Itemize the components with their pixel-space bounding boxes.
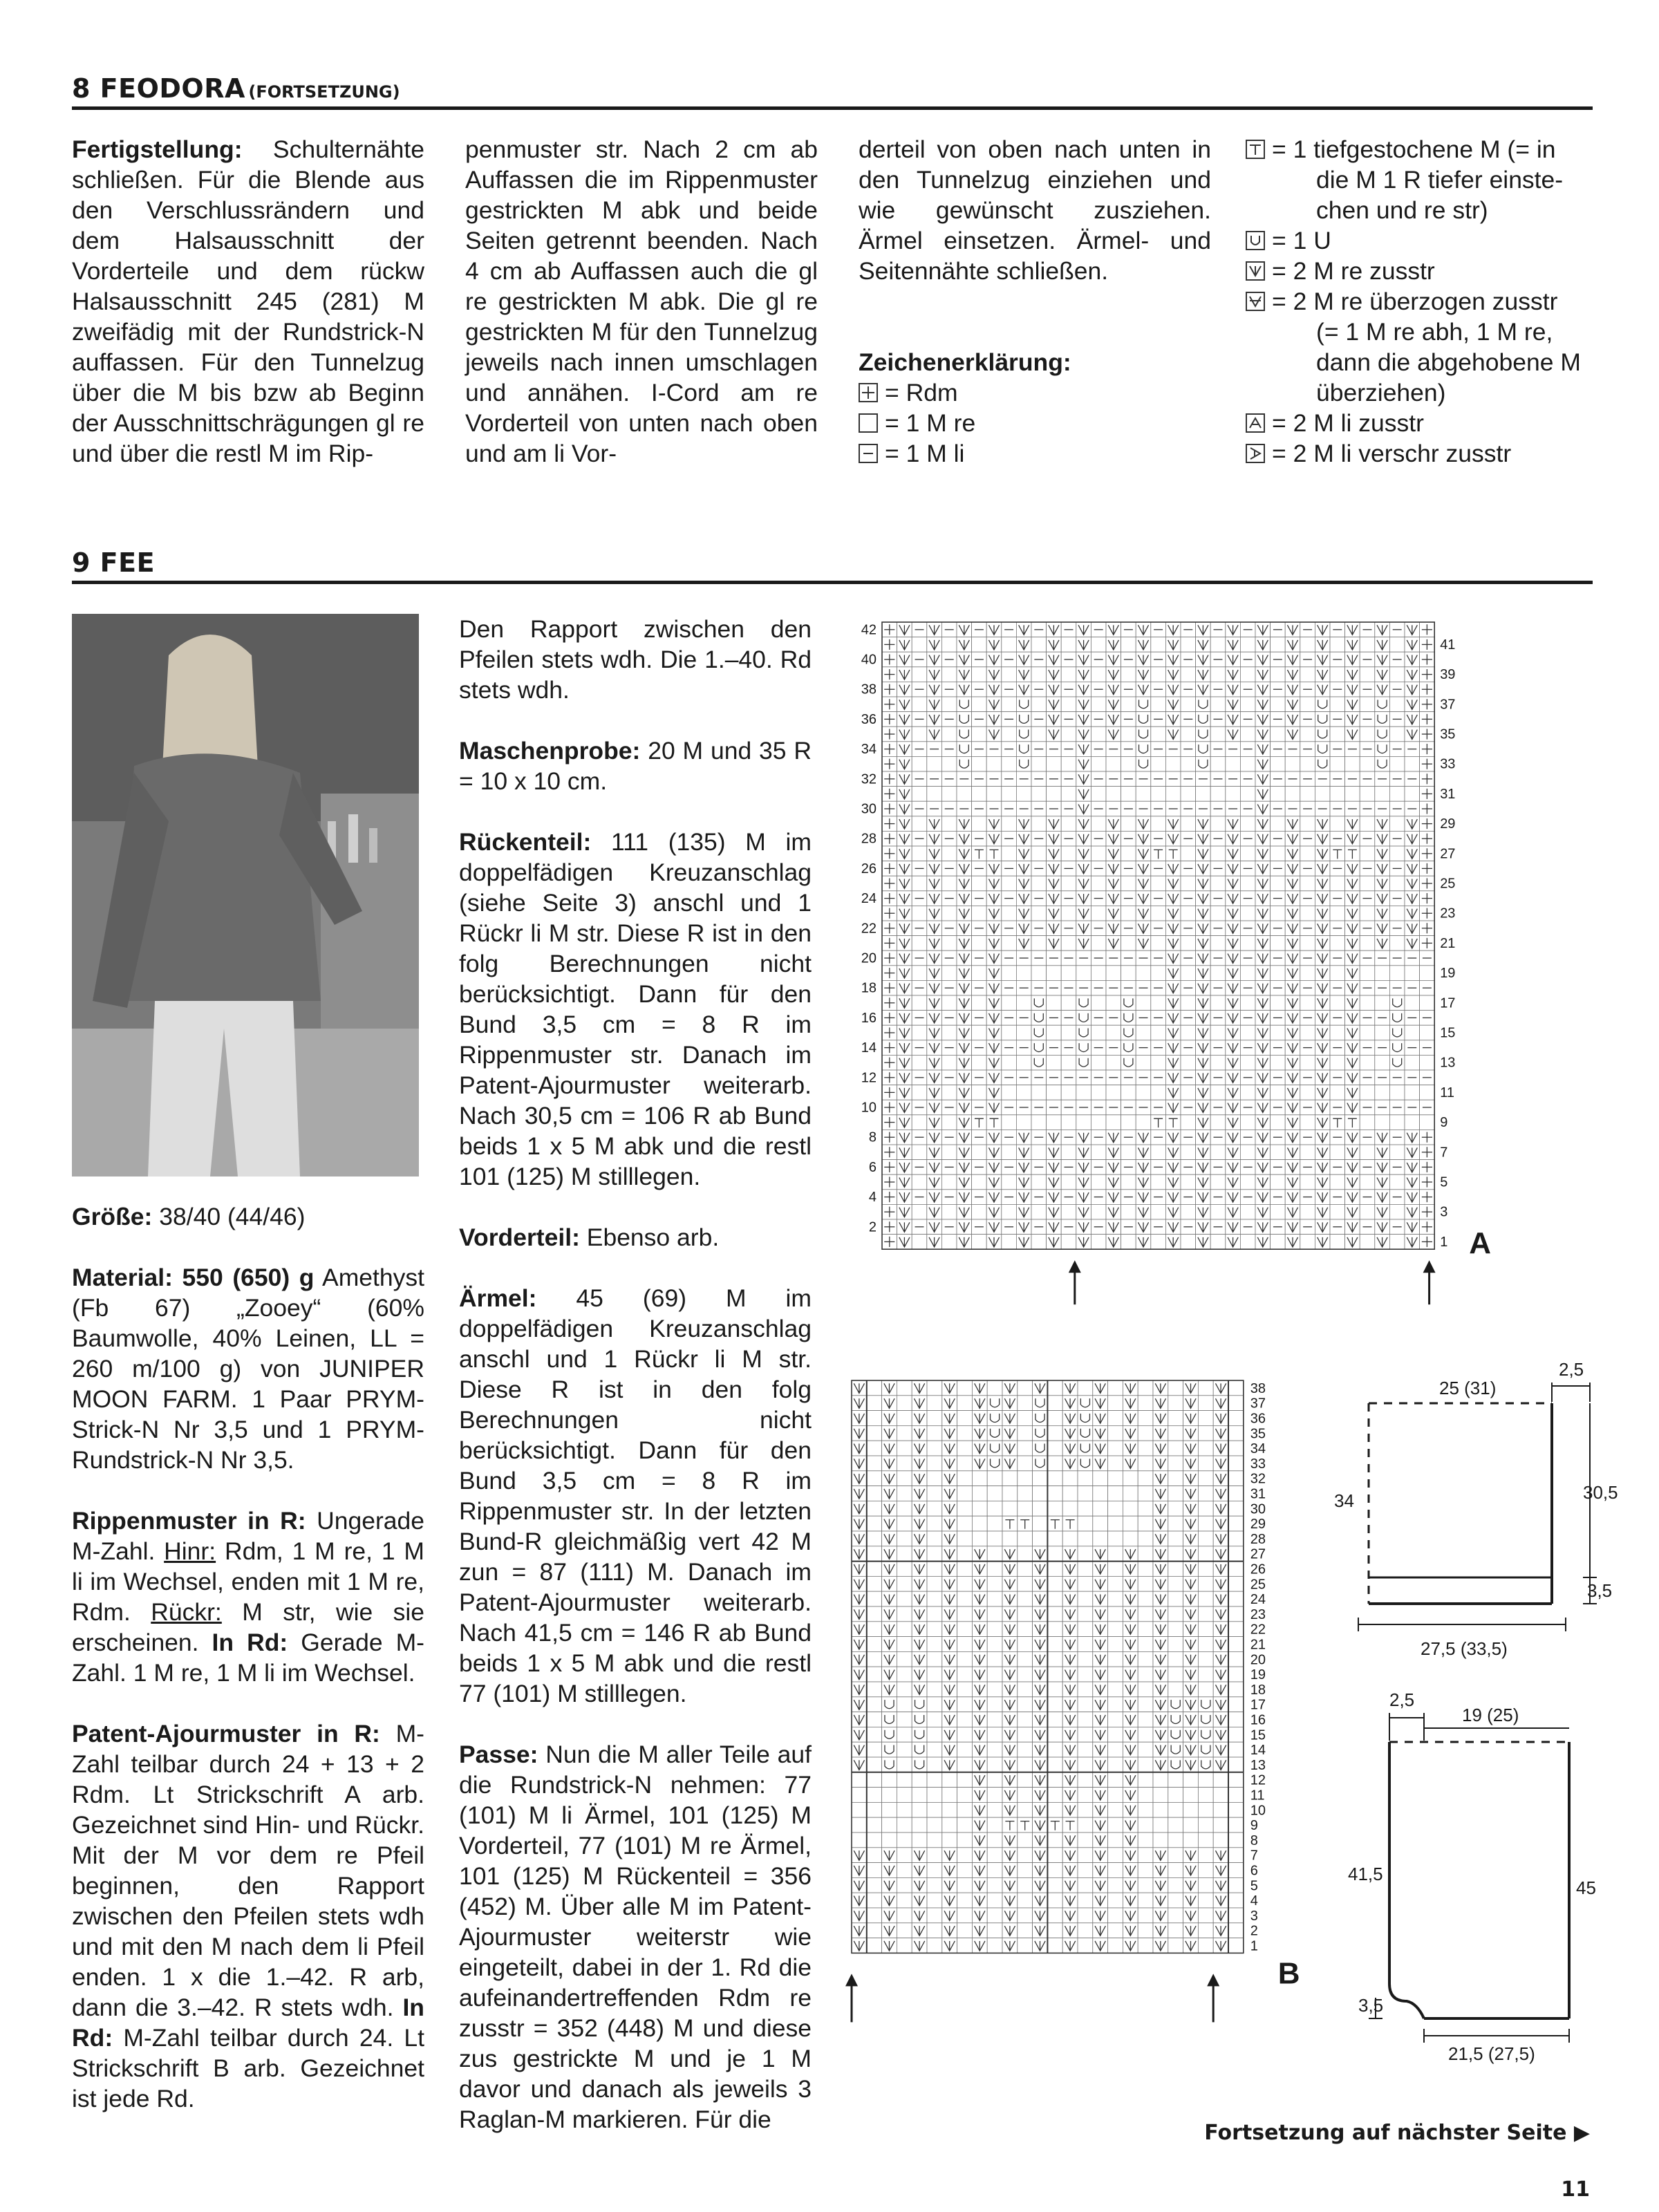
chart-b-row-number: 37 bbox=[1250, 1396, 1266, 1412]
chart-a-row-number-left: 20 bbox=[861, 950, 877, 966]
legend-row-purl: = 1 M li bbox=[859, 438, 1211, 469]
s8-column-3 bbox=[859, 134, 1211, 317]
chart-a-row-number-left: 38 bbox=[861, 682, 877, 697]
chart-a-row-number-right: 21 bbox=[1440, 935, 1456, 951]
model-photo-illustration bbox=[72, 614, 419, 1177]
chart-a-svg bbox=[842, 614, 1588, 1347]
chart-a-row-number-left: 10 bbox=[861, 1100, 877, 1116]
section-9-header bbox=[72, 547, 1593, 584]
sleeve-bottom-width: 21,5 (27,5) bbox=[1448, 2043, 1535, 2064]
material-label: Material: 550 (650) g bbox=[72, 1264, 315, 1291]
chart-b-row-number: 25 bbox=[1250, 1577, 1266, 1593]
chart-b-row-number: 7 bbox=[1250, 1848, 1258, 1864]
legend-row-p2tog: = 2 M li zusstr bbox=[1246, 408, 1605, 438]
chart-a-row-number-left: 34 bbox=[861, 742, 877, 758]
chart-b-row-number: 20 bbox=[1250, 1652, 1266, 1668]
chart-b-row-number: 35 bbox=[1250, 1426, 1266, 1442]
s8-finishing-heading: Fertigstellung: bbox=[72, 135, 243, 163]
chart-a-row-number-right: 5 bbox=[1440, 1174, 1448, 1190]
chart-b-arrow-right bbox=[1207, 1974, 1219, 2022]
material-text: Amethyst (Fb 67) „Zooey“ (60% Baumwolle, 40% Leinen, LL = 260 m/100 g) von JUNIPER MOON FARM. 1 Paar PRYM-Strick-N Nr 3,5 und 1 PRYM-Rundstrick-N Nr 3,5. bbox=[72, 1264, 424, 1474]
sleeve-label: Ärmel: bbox=[459, 1284, 537, 1312]
chart-a-row-number-left: 2 bbox=[868, 1219, 877, 1235]
chart-b-svg bbox=[842, 1372, 1300, 2070]
chart-a-row-number-left: 26 bbox=[861, 861, 877, 877]
legend-row-p2tog-tbl: = 2 M li verschr zusstr bbox=[1246, 438, 1605, 469]
empty-symbol-icon bbox=[859, 413, 878, 433]
section-8-header bbox=[72, 73, 1593, 110]
chart-b-row-number: 6 bbox=[1250, 1863, 1258, 1879]
chart-b-row-number: 9 bbox=[1250, 1818, 1258, 1834]
chart-a-row-number-right: 17 bbox=[1440, 995, 1456, 1011]
back-top-width: 25 (31) bbox=[1439, 1378, 1497, 1398]
knitting-chart-a bbox=[842, 614, 1588, 1347]
s9-col2-intro: Den Rapport zwischen den Pfeilen stets wdh. Die 1.–40. Rd stets wdh. bbox=[459, 615, 812, 704]
chart-b-row-number: 15 bbox=[1250, 1727, 1266, 1743]
legend-row-rdm: = Rdm bbox=[859, 377, 1211, 408]
front-label: Vorderteil: bbox=[459, 1224, 580, 1251]
chart-a-row-number-right: 3 bbox=[1440, 1204, 1448, 1220]
back-right-height: 30,5 bbox=[1583, 1482, 1618, 1503]
back-left-height: 34 bbox=[1334, 1490, 1354, 1511]
page-number: 11 bbox=[1561, 2177, 1590, 2202]
legend-row-yarnover: = 1 U bbox=[1246, 225, 1605, 256]
chart-b-row-number: 5 bbox=[1250, 1878, 1258, 1894]
dash-symbol-icon bbox=[859, 444, 878, 463]
chart-b-row-number: 21 bbox=[1250, 1637, 1266, 1653]
chart-b-row-number: 13 bbox=[1250, 1757, 1266, 1773]
chart-b-row-number: 36 bbox=[1250, 1411, 1266, 1427]
s8-legend-left bbox=[859, 347, 1211, 469]
legend-row-k2tog: = 2 M re zusstr bbox=[1246, 256, 1605, 286]
chart-a-row-number-left: 36 bbox=[861, 711, 877, 727]
chart-a-row-number-right: 31 bbox=[1440, 786, 1456, 802]
chart-a-row-number-left: 8 bbox=[868, 1130, 877, 1145]
chart-a-row-number-left: 24 bbox=[861, 891, 877, 907]
chart-b-row-number: 22 bbox=[1250, 1622, 1266, 1638]
legend-heading: Zeichenerklärung: bbox=[859, 348, 1071, 376]
section-9-title: 9 FEE bbox=[72, 547, 156, 578]
p2tog-tbl-symbol-icon bbox=[1246, 444, 1265, 463]
chart-a-row-number-right: 19 bbox=[1440, 966, 1456, 982]
chart-a-row-number-right: 27 bbox=[1440, 846, 1456, 862]
p2tog-symbol-icon bbox=[1246, 413, 1265, 433]
chart-b-row-number: 29 bbox=[1250, 1517, 1266, 1533]
legend-row-knit: = 1 M re bbox=[859, 408, 1211, 438]
s8-col2-text: penmuster str. Nach 2 cm ab Auffassen die im Rippenmuster gestrickten M abk und beide Seiten getrennt beenden. Nach 4 cm ab Auffassen auch die gl re gestrickten M abk. Die gl re gestrickten M für den Tunnelzug jeweils nach innen umschlagen und annähen. I-Cord am re Vorderteil von unten nach oben und am li Vor- bbox=[465, 135, 818, 467]
s8-col3-text: derteil von oben nach unten in den Tunnelzug einziehen und wie gewünscht zusziehen. Ärmel einsetzen. Ärmel- und Seitennähte schließen. bbox=[859, 135, 1211, 285]
chart-b-row-number: 24 bbox=[1250, 1592, 1266, 1608]
back-bottom-width: 27,5 (33,5) bbox=[1421, 1638, 1508, 1659]
plus-symbol-icon bbox=[859, 383, 878, 402]
chart-a-row-number-right: 9 bbox=[1440, 1115, 1448, 1131]
chart-b-row-number: 27 bbox=[1250, 1546, 1266, 1562]
chart-b-row-number: 1 bbox=[1250, 1938, 1258, 1954]
legend-text-knit: 1 M re bbox=[906, 409, 976, 437]
sleeve-left-height: 41,5 bbox=[1348, 1864, 1383, 1884]
chart-a-row-number-right: 33 bbox=[1440, 756, 1456, 772]
chart-a-row-number-right: 35 bbox=[1440, 727, 1456, 742]
schema-sleeve-svg bbox=[1348, 1687, 1604, 2074]
chart-b-row-number: 4 bbox=[1250, 1893, 1258, 1909]
chart-b-row-number: 32 bbox=[1250, 1471, 1266, 1487]
chart-b-row-number: 23 bbox=[1250, 1606, 1266, 1622]
chart-b-row-number: 16 bbox=[1250, 1712, 1266, 1728]
chart-a-row-number-left: 28 bbox=[861, 831, 877, 847]
size-value: 38/40 (44/46) bbox=[152, 1203, 306, 1230]
chart-b-row-number: 28 bbox=[1250, 1531, 1266, 1547]
patent-label: Patent-Ajourmuster in R: bbox=[72, 1720, 380, 1747]
sleeve-top-edge: 2,5 bbox=[1389, 1689, 1415, 1710]
s9-column-2: Den Rapport zwischen den Pfeilen stets wdh. Die 1.–40. Rd stets wdh. Maschenprobe: 20 M und 35 R = 10 x 10 cm. Rückenteil: 111 (135) M im doppelfädigen Kreuzanschlag (siehe Seite 3) anschl und 1 Rückr li M str. Diese R ist in den folg Berechnungen nicht berücksichtigt. Dann für den Bund 3,5 cm = 8 R im Rippenmuster str. Danach im Patent-Ajourmuster weiterarb. Nach 30,5 cm = 106 R ab Bund beids 1 x 5 M abk und die restl 101 (125) M stilllegen. Vorderteil: Ebenso arb. Ärmel: 45 (69) M im doppelfädigen Kreuzanschlag anschl und 1 Rückr li M str. Diese R ist in den folg Berechnungen nicht berücksichtigt. Dann für den Bund 3,5 cm = 8 R im Rippenmuster str. In der letzten Bund-R gleichmäßig vert 42 M zun = 87 (111) M. Danach im Patent-Ajourmuster weiterarb. Nach 41,5 cm = 146 R ab Bund beids 1 x 5 M abk und die restl 77 (101) M stilllegen. Passe: Nun die M aller Teile auf die Rundstrick-N nehmen: 77 (101) M li Ärmel, 101 (125) M Vorderteil, 77 (101) M re Ärmel, 101 (125) M Rückenteil = 356 (452) M. Über alle M im Patent-Ajourmuster weiterstr wie eingeteilt, dabei in der 1. Rd die aufeinandertreffenden Rdm re zusstr = 352 (448) M und diese zus gestrickte M und je 1 M davor und danach als jeweils 3 Raglan-M markieren. Für die bbox=[459, 615, 812, 2133]
chart-a-row-number-left: 4 bbox=[868, 1190, 877, 1206]
chart-a-row-number-left: 30 bbox=[861, 801, 877, 817]
chart-a-row-number-left: 42 bbox=[861, 622, 877, 638]
skp-symbol-icon bbox=[1246, 292, 1265, 311]
section-8-subtitle: (FORTSETZUNG) bbox=[248, 82, 400, 102]
chart-b-row-number: 17 bbox=[1250, 1697, 1266, 1713]
chart-a-row-number-left: 40 bbox=[861, 652, 877, 668]
chart-a-row-number-right: 41 bbox=[1440, 637, 1456, 653]
schema-back bbox=[1327, 1355, 1618, 1673]
chart-b-row-number: 30 bbox=[1250, 1501, 1266, 1517]
rib-label: Rippenmuster in R: bbox=[72, 1507, 306, 1535]
gauge-label: Maschenprobe: bbox=[459, 737, 641, 765]
chart-a-row-number-left: 6 bbox=[868, 1159, 877, 1175]
chart-b-row-number: 38 bbox=[1250, 1380, 1266, 1396]
chart-b-grid bbox=[852, 1380, 1244, 1953]
chart-b-row-number: 10 bbox=[1250, 1803, 1266, 1819]
size-label: Größe: bbox=[72, 1203, 153, 1230]
tuck-symbol-icon bbox=[1246, 140, 1265, 159]
s9-column-1: Größe: 38/40 (44/46) Material: 550 (650) g Amethyst (Fb 67) „Zooey“ (60% Baumwolle, 40% Leinen, LL = 260 m/100 g) von JUNIPER MOON FARM. 1 Paar PRYM-Strick-N Nr 3,5 und 1 PRYM-Rundstrick-N Nr 3,5. Rippenmuster in R: Ungerade M-Zahl. Hinr: Rdm, 1 M re, 1 M li im Wechsel, enden mit 1 M re, Rdm. Rückr: M str, wie sie erscheinen. In Rd: Gerade M-Zahl. 1 M re, 1 M li im Wechsel. Patent-Ajourmuster in R: M-Zahl teilbar durch 24 + 13 + 2 Rdm. Lt Strickschrift A arb. Gezeichnet sind Hin- und Rückr. Mit der M vor dem re Pfeil beginnen, den Rapport zwischen den Pfeilen stets wdh und mit den M nach dem li Pfeil enden. 1 x die 1.–42. R arb, dann die 3.–42. R stets wdh. In Rd: M-Zahl teilbar durch 24. Lt Strickschrift B arb. Gezeichnet ist jede Rd. bbox=[72, 1203, 424, 2112]
chart-a-row-number-left: 14 bbox=[861, 1040, 877, 1056]
sleeve-top-width: 19 (25) bbox=[1462, 1705, 1519, 1725]
chart-b-row-number: 31 bbox=[1250, 1486, 1266, 1502]
chart-a-arrow-right bbox=[1423, 1260, 1436, 1304]
s8-finishing-text: Schulternähte schließen. Für die Blende aus den Verschlussrändern und dem Halsausschnitt der Vorderteile und dem rückw Halsausschnitt 245 (281) M zweifädig mit der Rundstrick-N auffassen. Für den Tunnelzug über die M bis bzw ab Beginn der Ausschnittschrägungen gl re und über die restl M im Rip- bbox=[72, 135, 424, 467]
sleeve-right-height: 45 bbox=[1576, 1877, 1596, 1898]
back-label: Rückenteil: bbox=[459, 828, 592, 856]
chart-b-row-labels bbox=[1250, 1381, 1266, 1954]
s8-column-1 bbox=[72, 134, 424, 499]
schema-back-svg bbox=[1327, 1355, 1618, 1673]
legend-row-tuck: = 1 tiefgestochene M (= in bbox=[1246, 134, 1605, 165]
chart-b-arrow-left bbox=[845, 1974, 858, 2022]
back-top-edge: 2,5 bbox=[1559, 1359, 1584, 1380]
chart-a-row-number-left: 12 bbox=[861, 1070, 877, 1086]
chart-b-row-number: 11 bbox=[1250, 1788, 1265, 1803]
s8-column-2 bbox=[465, 134, 818, 499]
legend-row-skp: = 2 M re überzogen zusstr bbox=[1246, 286, 1605, 317]
section-8-title: 8 FEODORA bbox=[72, 73, 245, 104]
chart-a-row-number-left: 22 bbox=[861, 921, 877, 937]
continuation-note: Fortsetzung auf nächster Seite ▶ bbox=[1204, 2121, 1590, 2145]
s8-legend-right: = 1 tiefgestochene M (= in die M 1 R tiefer einste- chen und re str) = 1 U = 2 M re zusstr = 2 M re überzogen zusstr (= 1 M re abh, 1 M re, dann die abgehobene M überziehen) = 2 M li zusstr = 2 M li verschr zusstr bbox=[1246, 134, 1605, 469]
chart-a-row-number-right: 29 bbox=[1440, 816, 1456, 832]
chart-a-row-number-right: 13 bbox=[1440, 1055, 1456, 1071]
legend-text-rdm: Rdm bbox=[906, 379, 958, 406]
chart-a-row-number-right: 23 bbox=[1440, 906, 1456, 921]
model-photo bbox=[72, 614, 419, 1177]
chart-b-row-number: 18 bbox=[1250, 1682, 1266, 1698]
chart-b-row-number: 12 bbox=[1250, 1772, 1266, 1788]
k2tog-symbol-icon bbox=[1246, 261, 1265, 281]
back-rib-height: 3,5 bbox=[1587, 1580, 1613, 1601]
chart-a-row-number-right: 37 bbox=[1440, 697, 1456, 713]
chart-a-row-number-right: 1 bbox=[1440, 1234, 1448, 1250]
chart-a-row-number-right: 15 bbox=[1440, 1025, 1456, 1041]
chart-b-row-number: 2 bbox=[1250, 1923, 1258, 1939]
legend-text-purl: 1 M li bbox=[906, 440, 965, 467]
chart-a-row-number-left: 18 bbox=[861, 980, 877, 996]
chart-b-row-number: 26 bbox=[1250, 1562, 1266, 1577]
chart-a-row-number-right: 7 bbox=[1440, 1145, 1448, 1161]
schema-sleeve bbox=[1348, 1687, 1604, 2074]
chart-a-arrow-left bbox=[1069, 1260, 1081, 1304]
chart-b-row-number: 19 bbox=[1250, 1667, 1266, 1683]
yoke-label: Passe: bbox=[459, 1741, 538, 1768]
chart-b-row-number: 8 bbox=[1250, 1833, 1258, 1848]
chart-b-row-number: 14 bbox=[1250, 1743, 1266, 1759]
yarnover-symbol-icon bbox=[1246, 231, 1265, 250]
chart-b-label: B bbox=[1277, 1956, 1300, 1991]
chart-b-row-number: 3 bbox=[1250, 1908, 1258, 1924]
chart-a-row-number-left: 32 bbox=[861, 771, 877, 787]
sleeve-rib-height: 3,5 bbox=[1358, 1995, 1384, 2016]
chart-a-row-number-right: 11 bbox=[1440, 1085, 1454, 1100]
chart-a-row-number-right: 39 bbox=[1440, 667, 1456, 683]
chart-a-grid bbox=[882, 622, 1434, 1249]
chart-b-row-number: 33 bbox=[1250, 1456, 1266, 1472]
chart-a-row-number-left: 16 bbox=[861, 1010, 877, 1026]
chart-b-row-number: 34 bbox=[1250, 1441, 1266, 1457]
chart-a-row-number-right: 25 bbox=[1440, 876, 1456, 892]
chart-a-label: A bbox=[1469, 1226, 1491, 1261]
knitting-chart-b bbox=[842, 1372, 1300, 2070]
